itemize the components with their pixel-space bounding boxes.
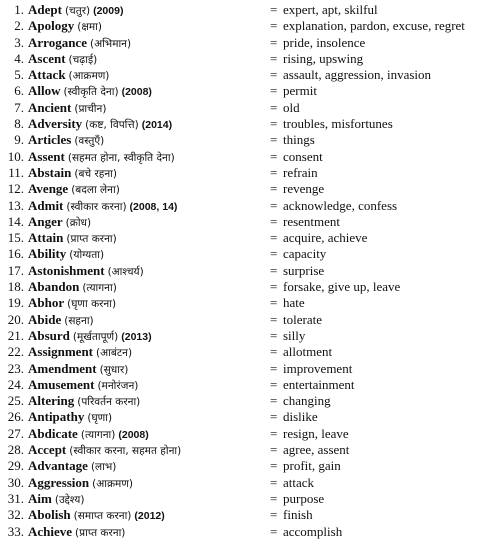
entry-number: 20. (7, 311, 24, 327)
hindi-meaning: (स्वीकार करना, सहमत होना) (69, 445, 182, 458)
exam-year: (2008) (118, 428, 149, 441)
english-word: Abhor (28, 295, 65, 311)
english-word: Abolish (28, 507, 71, 523)
english-word: Aim (28, 490, 52, 506)
synonyms: purpose (283, 490, 325, 506)
hindi-meaning: (घृणा करना) (67, 298, 117, 311)
vocabulary-row (0, 491, 487, 507)
entry-term (28, 35, 268, 52)
equals-sign: = (270, 393, 278, 409)
english-word: Altering (28, 393, 75, 409)
entry-number: 6. (14, 83, 24, 99)
english-word: Assignment (28, 344, 94, 360)
entry-term (28, 491, 268, 508)
equals-sign: = (270, 425, 278, 441)
equals-sign: = (270, 295, 278, 311)
entry-term (28, 67, 268, 84)
exam-year: (2012) (134, 510, 165, 523)
entry-term (28, 198, 268, 215)
synonyms: capacity (283, 246, 327, 262)
hindi-meaning: (सहमत होना, स्वीकृति देना) (67, 151, 175, 164)
english-word: Adversity (28, 116, 83, 132)
entry-number: 7. (14, 99, 24, 115)
hindi-meaning: (घृणा) (87, 412, 113, 425)
hindi-meaning: (आश्चर्य) (107, 265, 144, 278)
equals-sign: = (270, 67, 278, 83)
entry-number: 26. (7, 409, 24, 425)
entry-number: 16. (7, 246, 24, 262)
entry-number: 32. (7, 507, 24, 523)
synonyms: pride, insolence (283, 34, 366, 50)
equals-sign: = (270, 83, 278, 99)
entry-term (28, 149, 268, 166)
hindi-meaning: (बचे रहना) (74, 167, 117, 180)
equals-sign: = (270, 116, 278, 132)
entry-term (28, 458, 268, 475)
synonyms: consent (283, 148, 323, 164)
english-word: Achieve (28, 523, 73, 539)
equals-sign: = (270, 213, 278, 229)
vocabulary-row (0, 507, 487, 523)
synonyms: old (283, 99, 300, 115)
english-word: Apology (28, 18, 75, 34)
hindi-meaning: (आक्रमण) (92, 477, 134, 490)
equals-sign: = (270, 442, 278, 458)
hindi-meaning: (योग्यता) (69, 249, 105, 262)
english-word: Accept (28, 442, 67, 458)
synonyms: accomplish (283, 523, 343, 539)
entry-term (28, 312, 268, 329)
entry-number: 3. (14, 34, 24, 50)
english-word: Amendment (28, 360, 97, 376)
english-word: Antipathy (28, 409, 85, 425)
synonyms: hate (283, 295, 305, 311)
entry-term (28, 18, 268, 35)
entry-number: 17. (7, 262, 24, 278)
equals-sign: = (270, 164, 278, 180)
hindi-meaning: (लाभ) (90, 461, 117, 474)
vocabulary-row (0, 442, 487, 458)
synonyms: things (283, 132, 315, 148)
hindi-meaning: (त्यागना) (80, 428, 116, 441)
vocabulary-row (0, 18, 487, 34)
synonyms: explanation, pardon, excuse, regret (283, 18, 465, 34)
synonyms: rising, upswing (283, 50, 364, 66)
entry-term (28, 295, 268, 312)
vocabulary-row (0, 393, 487, 409)
equals-sign: = (270, 50, 278, 66)
hindi-meaning: (स्वीकार करना) (66, 200, 127, 213)
entry-number: 27. (7, 425, 24, 441)
equals-sign: = (270, 376, 278, 392)
entry-term (28, 116, 268, 133)
synonyms: attack (283, 474, 315, 490)
equals-sign: = (270, 327, 278, 343)
vocabulary-row (0, 2, 487, 18)
hindi-meaning: (प्राप्त करना) (66, 233, 117, 246)
entry-number: 29. (7, 458, 24, 474)
exam-year: (2014) (141, 119, 173, 132)
synonyms: profit, gain (283, 458, 341, 474)
equals-sign: = (270, 360, 278, 376)
entry-term (28, 132, 268, 149)
english-word: Aggression (28, 474, 90, 490)
entry-number: 19. (7, 295, 24, 311)
english-word: Abide (28, 311, 62, 327)
synonyms: silly (283, 327, 306, 343)
entry-number: 10. (7, 148, 24, 164)
equals-sign: = (270, 490, 278, 506)
synonyms: allotment (283, 344, 333, 360)
equals-sign: = (270, 344, 278, 360)
synonyms: tolerate (283, 311, 322, 327)
entry-term (28, 361, 268, 378)
hindi-meaning: (बदला लेना) (71, 184, 120, 197)
entry-number: 23. (7, 360, 24, 376)
entry-term (28, 279, 268, 296)
synonyms: troubles, misfortunes (283, 116, 393, 132)
exam-year: (2008, 14) (129, 200, 178, 213)
entry-number: 18. (7, 279, 24, 295)
english-word: Allow (28, 83, 61, 99)
vocabulary-row (0, 149, 487, 165)
entry-number: 11. (8, 164, 24, 180)
hindi-meaning: (त्यागना) (82, 282, 117, 295)
entry-term (28, 377, 268, 394)
vocabulary-row (0, 524, 487, 540)
vocabulary-row (0, 361, 487, 377)
english-word: Ascent (28, 50, 66, 66)
english-word: Ancient (28, 99, 72, 115)
entry-number: 31. (7, 490, 24, 506)
entry-term (28, 83, 268, 100)
english-word: Assent (28, 148, 65, 164)
synonyms: resentment (283, 213, 341, 229)
hindi-meaning: (सुधार) (99, 363, 129, 376)
equals-sign: = (270, 132, 278, 148)
entry-term (28, 51, 268, 68)
entry-number: 8. (14, 116, 24, 132)
vocabulary-row (0, 312, 487, 328)
hindi-meaning: (चढ़ाई) (68, 53, 98, 66)
equals-sign: = (270, 458, 278, 474)
entry-number: 15. (7, 230, 24, 246)
vocabulary-row (0, 279, 487, 295)
equals-sign: = (270, 181, 278, 197)
synonyms: forsake, give up, leave (283, 279, 401, 295)
entry-term (28, 426, 268, 443)
english-word: Abstain (28, 164, 72, 180)
hindi-meaning: (आबंटन) (96, 347, 133, 360)
equals-sign: = (270, 474, 278, 490)
synonyms: improvement (283, 360, 353, 376)
english-word: Amusement (28, 376, 95, 392)
entry-number: 22. (7, 344, 24, 360)
vocabulary-row (0, 100, 487, 116)
exam-year: (2009) (93, 5, 124, 17)
english-word: Absurd (28, 327, 70, 343)
vocabulary-row (0, 83, 487, 99)
entry-number: 2. (14, 18, 24, 34)
hindi-meaning: (क्रोध) (65, 216, 92, 229)
hindi-meaning: (प्राप्त करना) (75, 526, 126, 539)
vocabulary-row (0, 116, 487, 132)
entry-term (28, 524, 268, 541)
entry-number: 25. (7, 393, 24, 409)
english-word: Attain (28, 230, 64, 246)
equals-sign: = (270, 2, 278, 17)
entry-term (28, 100, 268, 117)
synonyms: revenge (283, 181, 325, 197)
hindi-meaning: (मूर्खतापूर्ण) (72, 330, 119, 343)
vocabulary-row (0, 35, 487, 51)
vocabulary-row (0, 426, 487, 442)
vocabulary-row (0, 458, 487, 474)
hindi-meaning: (चतुर) (64, 5, 91, 17)
entry-term (28, 507, 268, 524)
entry-number: 9. (14, 132, 24, 148)
synonyms: entertainment (283, 376, 355, 392)
synonyms: finish (283, 507, 313, 523)
vocabulary-row (0, 51, 487, 67)
exam-year: (2008) (121, 86, 152, 99)
equals-sign: = (270, 34, 278, 50)
entry-term (28, 328, 268, 345)
entry-term (28, 230, 268, 247)
entry-term (28, 475, 268, 492)
synonyms: changing (283, 393, 331, 409)
entry-term (28, 165, 268, 182)
entry-number: 21. (7, 327, 24, 343)
equals-sign: = (270, 409, 278, 425)
hindi-meaning: (सहना) (64, 314, 94, 327)
entry-number: 12. (7, 181, 24, 197)
entry-number: 24. (7, 376, 24, 392)
entry-term (28, 2, 268, 19)
equals-sign: = (270, 148, 278, 164)
entry-number: 4. (14, 50, 24, 66)
hindi-meaning: (परिवर्तन करना) (77, 396, 141, 409)
synonyms: acknowledge, confess (283, 197, 398, 213)
english-word: Adept (28, 2, 62, 17)
entry-term (28, 393, 268, 410)
vocabulary-row (0, 328, 487, 344)
entry-term (28, 181, 268, 198)
english-word: Arrogance (28, 34, 87, 50)
synonyms: resign, leave (283, 425, 349, 441)
hindi-meaning: (उद्देश्य) (54, 493, 85, 506)
vocabulary-row (0, 67, 487, 83)
exam-year: (2013) (121, 330, 152, 343)
vocabulary-row (0, 377, 487, 393)
english-word: Advantage (28, 458, 88, 474)
vocabulary-row (0, 165, 487, 181)
synonyms: dislike (283, 409, 318, 425)
hindi-meaning: (मनोरंजन) (97, 379, 139, 392)
entry-number: 1. (14, 2, 24, 17)
vocabulary-row (0, 230, 487, 246)
vocabulary-row (0, 344, 487, 360)
synonyms: refrain (283, 164, 318, 180)
english-word: Abandon (28, 279, 80, 295)
entry-number: 14. (7, 213, 24, 229)
hindi-meaning: (कष्ट, विपत्ति) (85, 119, 139, 132)
hindi-meaning: (अभिमान) (89, 37, 132, 50)
hindi-meaning: (वस्तुएँ) (74, 135, 105, 148)
entry-number: 28. (7, 442, 24, 458)
equals-sign: = (270, 311, 278, 327)
equals-sign: = (270, 507, 278, 523)
english-word: Astonishment (28, 262, 105, 278)
synonyms: expert, apt, skilful (283, 2, 378, 17)
english-word: Abdicate (28, 425, 78, 441)
equals-sign: = (270, 197, 278, 213)
entry-term (28, 214, 268, 231)
equals-sign: = (270, 523, 278, 539)
entry-term (28, 442, 268, 459)
english-word: Articles (28, 132, 72, 148)
hindi-meaning: (प्राचीन) (74, 102, 107, 115)
vocabulary-row (0, 132, 487, 148)
entry-number: 13. (7, 197, 24, 213)
english-word: Anger (28, 213, 63, 229)
equals-sign: = (270, 262, 278, 278)
vocabulary-row (0, 295, 487, 311)
equals-sign: = (270, 230, 278, 246)
english-word: Admit (28, 197, 64, 213)
english-word: Avenge (28, 181, 69, 197)
english-word: Ability (28, 246, 67, 262)
equals-sign: = (270, 18, 278, 34)
synonyms: agree, assent (283, 442, 350, 458)
equals-sign: = (270, 246, 278, 262)
hindi-meaning: (समाप्त करना) (73, 510, 132, 523)
hindi-meaning: (स्वीकृति देना) (63, 86, 119, 99)
entry-term (28, 263, 268, 280)
equals-sign: = (270, 99, 278, 115)
synonyms: permit (283, 83, 317, 99)
vocabulary-row (0, 181, 487, 197)
equals-sign: = (270, 279, 278, 295)
vocabulary-list (0, 2, 487, 540)
entry-term (28, 344, 268, 361)
entry-number: 5. (14, 67, 24, 83)
entry-term (28, 246, 268, 263)
vocabulary-row (0, 475, 487, 491)
vocabulary-row (0, 409, 487, 425)
hindi-meaning: (क्षमा) (77, 21, 102, 34)
synonyms: surprise (283, 262, 325, 278)
vocabulary-row (0, 263, 487, 279)
synonyms: assault, aggression, invasion (283, 67, 432, 83)
vocabulary-row (0, 214, 487, 230)
english-word: Attack (28, 67, 66, 83)
vocabulary-row (0, 198, 487, 214)
entry-number: 33. (7, 523, 24, 539)
entry-term (28, 409, 268, 426)
hindi-meaning: (आक्रमण) (68, 70, 110, 83)
vocabulary-row (0, 246, 487, 262)
entry-number: 30. (7, 474, 24, 490)
synonyms: acquire, achieve (283, 230, 368, 246)
